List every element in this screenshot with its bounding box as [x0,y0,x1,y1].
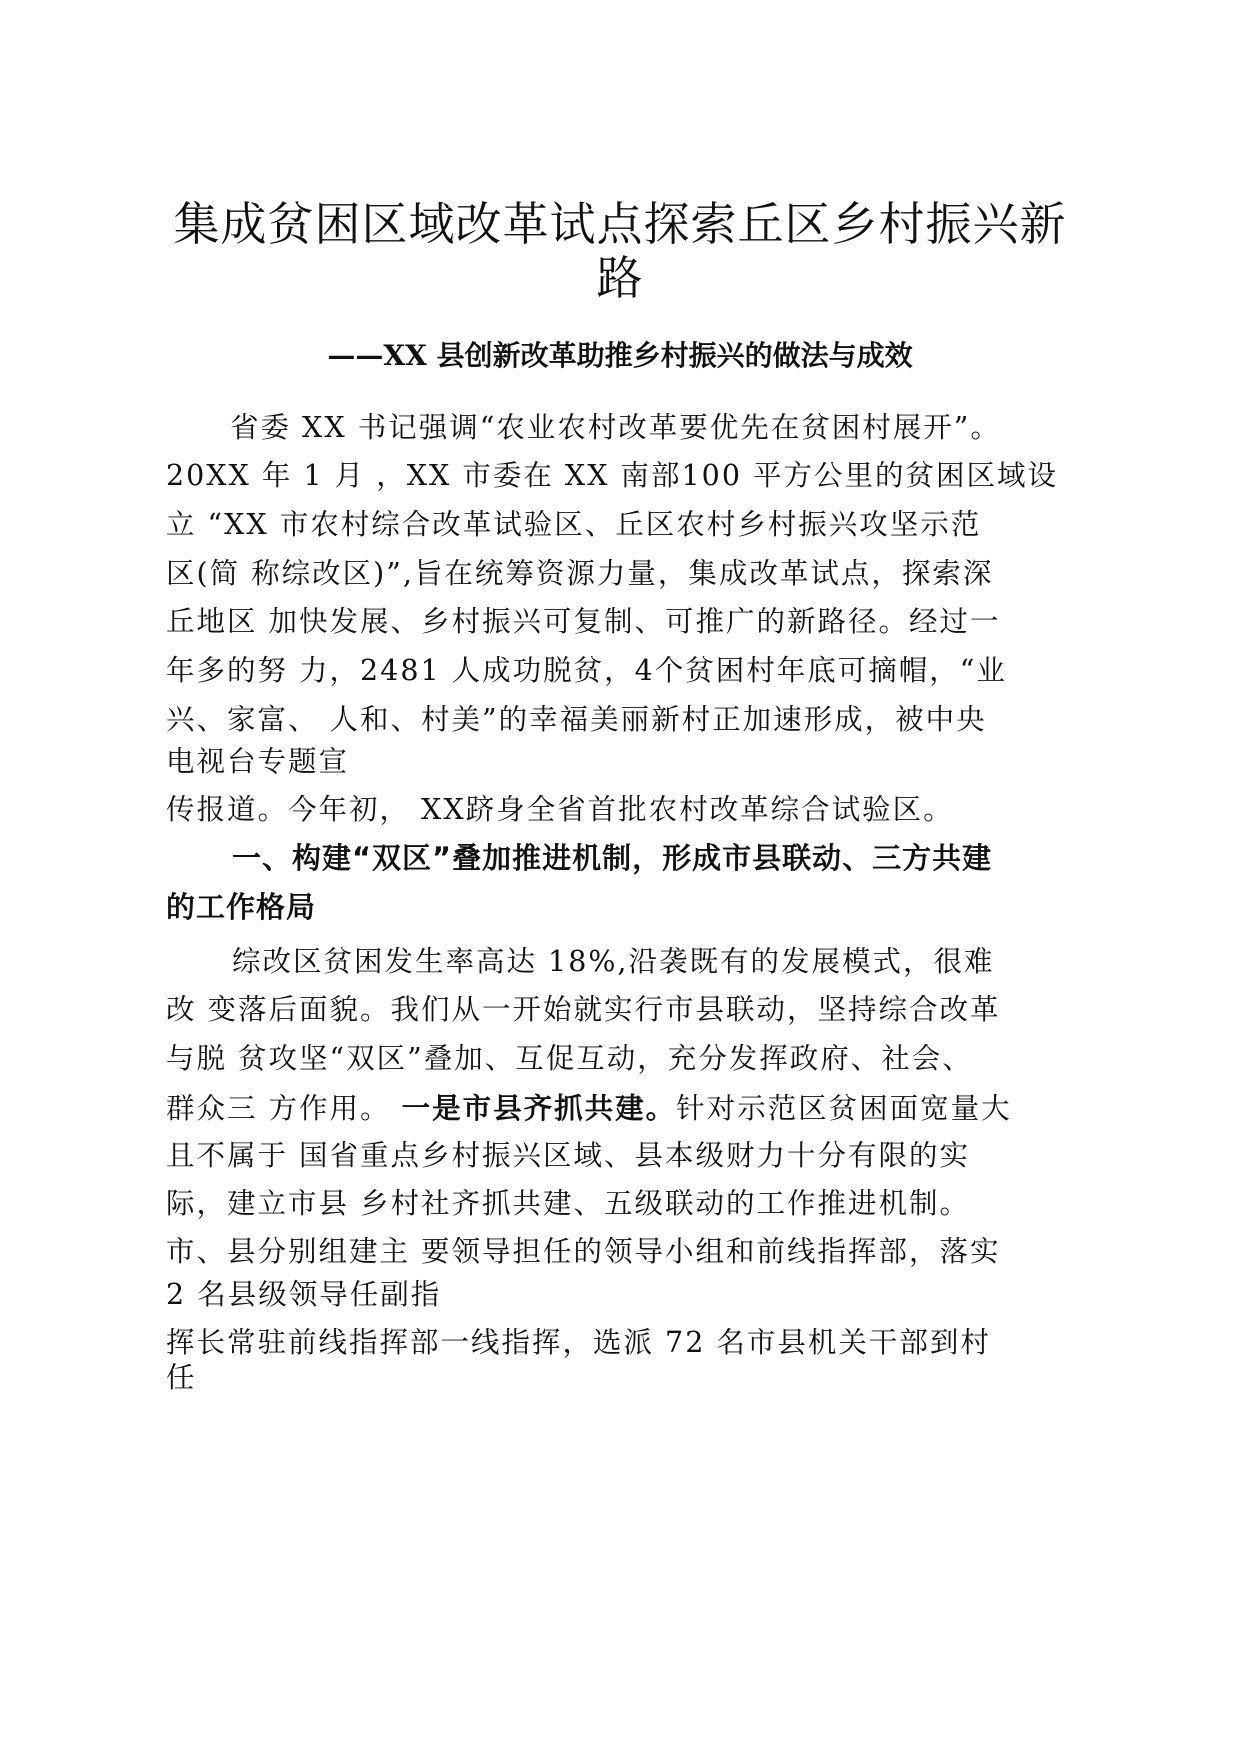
paragraph1-line-8: 电视台专题宣 [166,745,350,778]
paragraph2-line-10: 任 [166,1361,197,1394]
section-heading-line-2: 的工作格局 [166,890,317,924]
paragraph1-line-5: 丘地区 加快发展、乡村振兴可复制、可推广的新路径。经过一 [166,605,1001,638]
section-heading-line-1: 一、构建“双区”叠加推进机制，形成市县联动、三方共建 [232,841,993,875]
paragraph2-line-9: 挥长常驻前线指挥部一线指挥，选派 72 名市县机关干部到村 [166,1326,991,1359]
paragraph1-line-1: 省委 XX 书记强调“农业农村改革要优先在贫困村展开”。 [230,411,1001,444]
emphasis-point-one: 一是市县齐抓共建。 [401,1091,677,1125]
paragraph2-line-3: 与脱 贫攻坚“双区”叠加、互促互动，充分发挥政府、社会、 [166,1042,973,1075]
paragraph1-line-6: 年多的努 力，2481 人成功脱贫，4个贫困村年底可摘帽，“业 [166,654,1007,687]
paragraph1-line-4: 区(简 称综改区)”,旨在统筹资源力量，集成改革试点，探索深 [166,557,994,590]
paragraph1-line-7: 兴、家富、 人和、村美”的幸福美丽新村正加速形成，被中央 [166,703,987,736]
subtitle: ——XX 县创新改革助推乡村振兴的做法与成效 [327,339,913,372]
paragraph2-line-2: 改 变落后面貌。我们从一开始就实行市县联动，坚持综合改革 [166,993,1001,1026]
paragraph2-line-1: 综改区贫困发生率高达 18%,沿袭既有的发展模式，很难 [232,945,995,978]
paragraph2-line-8: 2 名县级领导任副指 [166,1278,442,1311]
paragraph2-line-4-end: 针对示范区贫困面宽量大 [676,1092,1012,1125]
paragraph1-line-9: 传报道。今年初， XX跻身全省首批农村改革综合试验区。 [166,793,954,826]
paragraph2-line-6: 际，建立市县 乡村社齐抓共建、五级联动的工作推进机制。 [166,1187,971,1220]
paragraph2-line-4 [166,1088,1012,1129]
paragraph2-line-5: 且不属于 国省重点乡村振兴区域、县本级财力十分有限的实 [166,1139,971,1172]
paragraph1-line-2: 20XX 年 1 月 ，XX 市委在 XX 南部100 平方公里的贫困区域设 [166,459,1059,492]
title-line-2: 路 [596,251,644,305]
paragraph2-line-7: 市、县分别组建主 要领导担任的领导小组和前线指挥部，落实 [166,1235,1001,1268]
paragraph2-line-4-start: 群众三 方作用。 [166,1092,402,1125]
paragraph1-line-3: 立 “XX 市农村综合改革试验区、丘区农村乡村振兴攻坚示范 [166,508,982,541]
title-line-1: 集成贫困区域改革试点探索丘区乡村振兴新 [173,197,1067,251]
